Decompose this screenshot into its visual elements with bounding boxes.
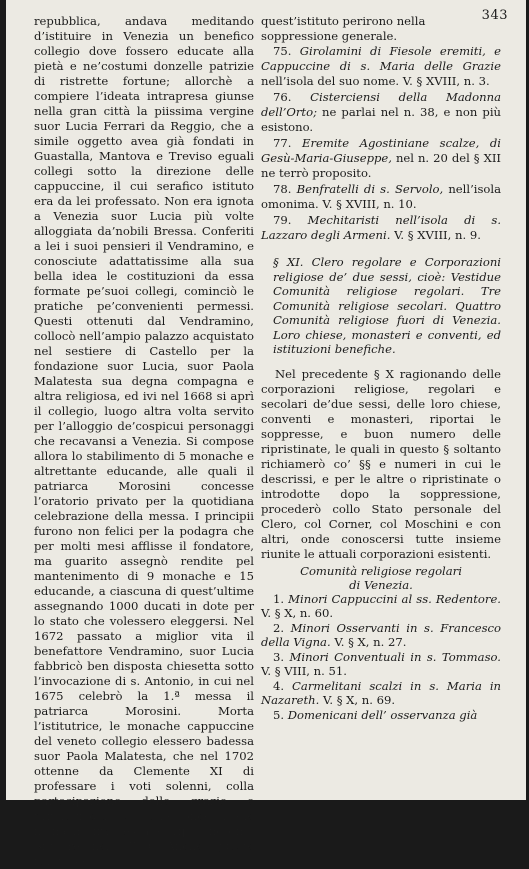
right-column [261,14,501,722]
entry-75: 75. Girolamini di Fiesole eremiti, e Cappuccine di s. Maria delle Grazie nell’isola del suo nome. V. § XVIII, n. 3. [261,44,502,88]
section-heading: § XI. Clero regolare e Corporazioni religiose de’ due sessi, cioè: Vestidue Comunità religiose regolari. Tre Comunità religiose secolari. Quattro Comunità religiose fuori di Venezia. Loro chiese, monasteri e conventi, ed istituzioni benefiche. [273,255,501,356]
page-number: 343 [481,8,508,23]
list-item: 1. Minori Cappuccini al ss. Redentore. V. § X, n. 60. [261,591,501,620]
subheading-line-1: Comunità religiose regolari [300,563,462,578]
subheading-line-2: di Venezia. [349,577,413,592]
entry-78: 78. Benfratelli di s. Servolo, nell’isola omonima. V. § XVIII, n. 10. [261,182,502,211]
list-item: 4. Carmelitani scalzi in s. Maria in Nazareth. V. § X, n. 69. [261,678,502,707]
left-column [34,14,254,869]
entry-76: 76. Cisterciensi della Madonna dell’Orto; ne parlai nel n. 38, e non più esistono. [261,90,502,134]
continuation-text: quest’istituto perirono nella soppressione generale. [261,14,426,43]
list-item: 5. Domenicani dell’ osservanza già [273,707,478,722]
list-item: 2. Minori Osservanti in s. Francesco della Vigna. V. § X, n. 27. [261,620,501,649]
book-page [6,0,526,868]
entry-77: 77. Eremite Agostiniane scalze, di Gesù-Maria-Giuseppe, nel n. 20 del § XII ne terrò proposito. [261,136,502,180]
left-column-paragraph: repubblica, andava meditando d’istituire in Venezia un benefico collegio dove fossero educate alla pietà e ne’costumi donzelle patrizie di ristrette fortune; allorchè a compiere l’ideata intrapresa giunse nella gran città la piissima vergine suor Lucia Ferrari da Reggio, che a simile oggetto avea già fondati in Guastalla, Mantova e Treviso eguali collegi sotto la direzione delle cappuccine, il cui serafico istituto era da lei professato. Non era ignota a Venezia suor Lucia più volte alloggiata da’nobili Bressa. Conferiti a lei i suoi pensieri il Vendramino, e conosciute adattatissime alla sua bella idea le costituzioni da essa formate pe’suoi collegi, cominciò le pratiche pe’convenienti permessi. Questi ottenuti dal Vendramino, collocò nell’ampio palazzo acquistato nel sestiere di Castello per la fondazione suor Lucia, suor Paola Malatesta sua degna compagna e altra religiosa, ed ivi nel 1668 si aprì il collegio, luogo altra volta servito per l’alloggio de’cospicui personaggi che recavansi a Venezia. Si compose allora lo stabilimento di 5 monache e altrettante educande, alle quali il patriarca Morosini concesse l’oratorio privato per la quotidiana celebrazione della messa. I principii furono non felici per la podagra che per molti mesi afflisse il fondatore, ma guarito assegnò rendite pel mantenimento di 9 monache e 15 educande, a ciascuna di quest’ultime assegnando 1000 ducati in dote per lo stato che volessero eleggersi. Nel 1672 passato a miglior vita il benefattore Vendramino, suor Lucia fabbricò ben disposta chiesetta sotto l’invocazione di s. Antonio, in cui nel 1675 celebrò la 1.ª messa il patriarca Morosini. Morta l’istitutrice, le monache cappuccine del veneto collegio elessero badessa suor Paola Malatesta, che nel 1702 ottenne da Clemente XI di professare i voti solenni, colla partecipazione delle grazie e privilegi dalla s. Sede concessi alle monache francescane, riposando nel Signore nel 1709. Anche queste religiose e [34,14,254,868]
list-item: 3. Minori Conventuali in s. Tommaso. V. § VIII, n. 51. [261,649,501,678]
entry-79: 79. Mechitaristi nell’isola di s. Lazzaro degli Armeni. V. § XVIII, n. 9. [261,213,501,242]
section-body-paragraph: Nel precedente § X ragionando delle corporazioni religiose, regolari e secolari de’due sessi, delle loro chiese, conventi e monasteri, riportai le soppresse, e buon numero delle ripristinate, le quali in questo § soltanto richiamerò co’ §§ e numeri in cui le descrissi, e per le altre o ripristinate o introdotte dopo la soppressione, procederò collo Stato personale del Clero, col Corner, col Moschini e con altri, onde conoscersi tutte insieme riunite le attuali corporazioni esistenti. [261,366,501,561]
